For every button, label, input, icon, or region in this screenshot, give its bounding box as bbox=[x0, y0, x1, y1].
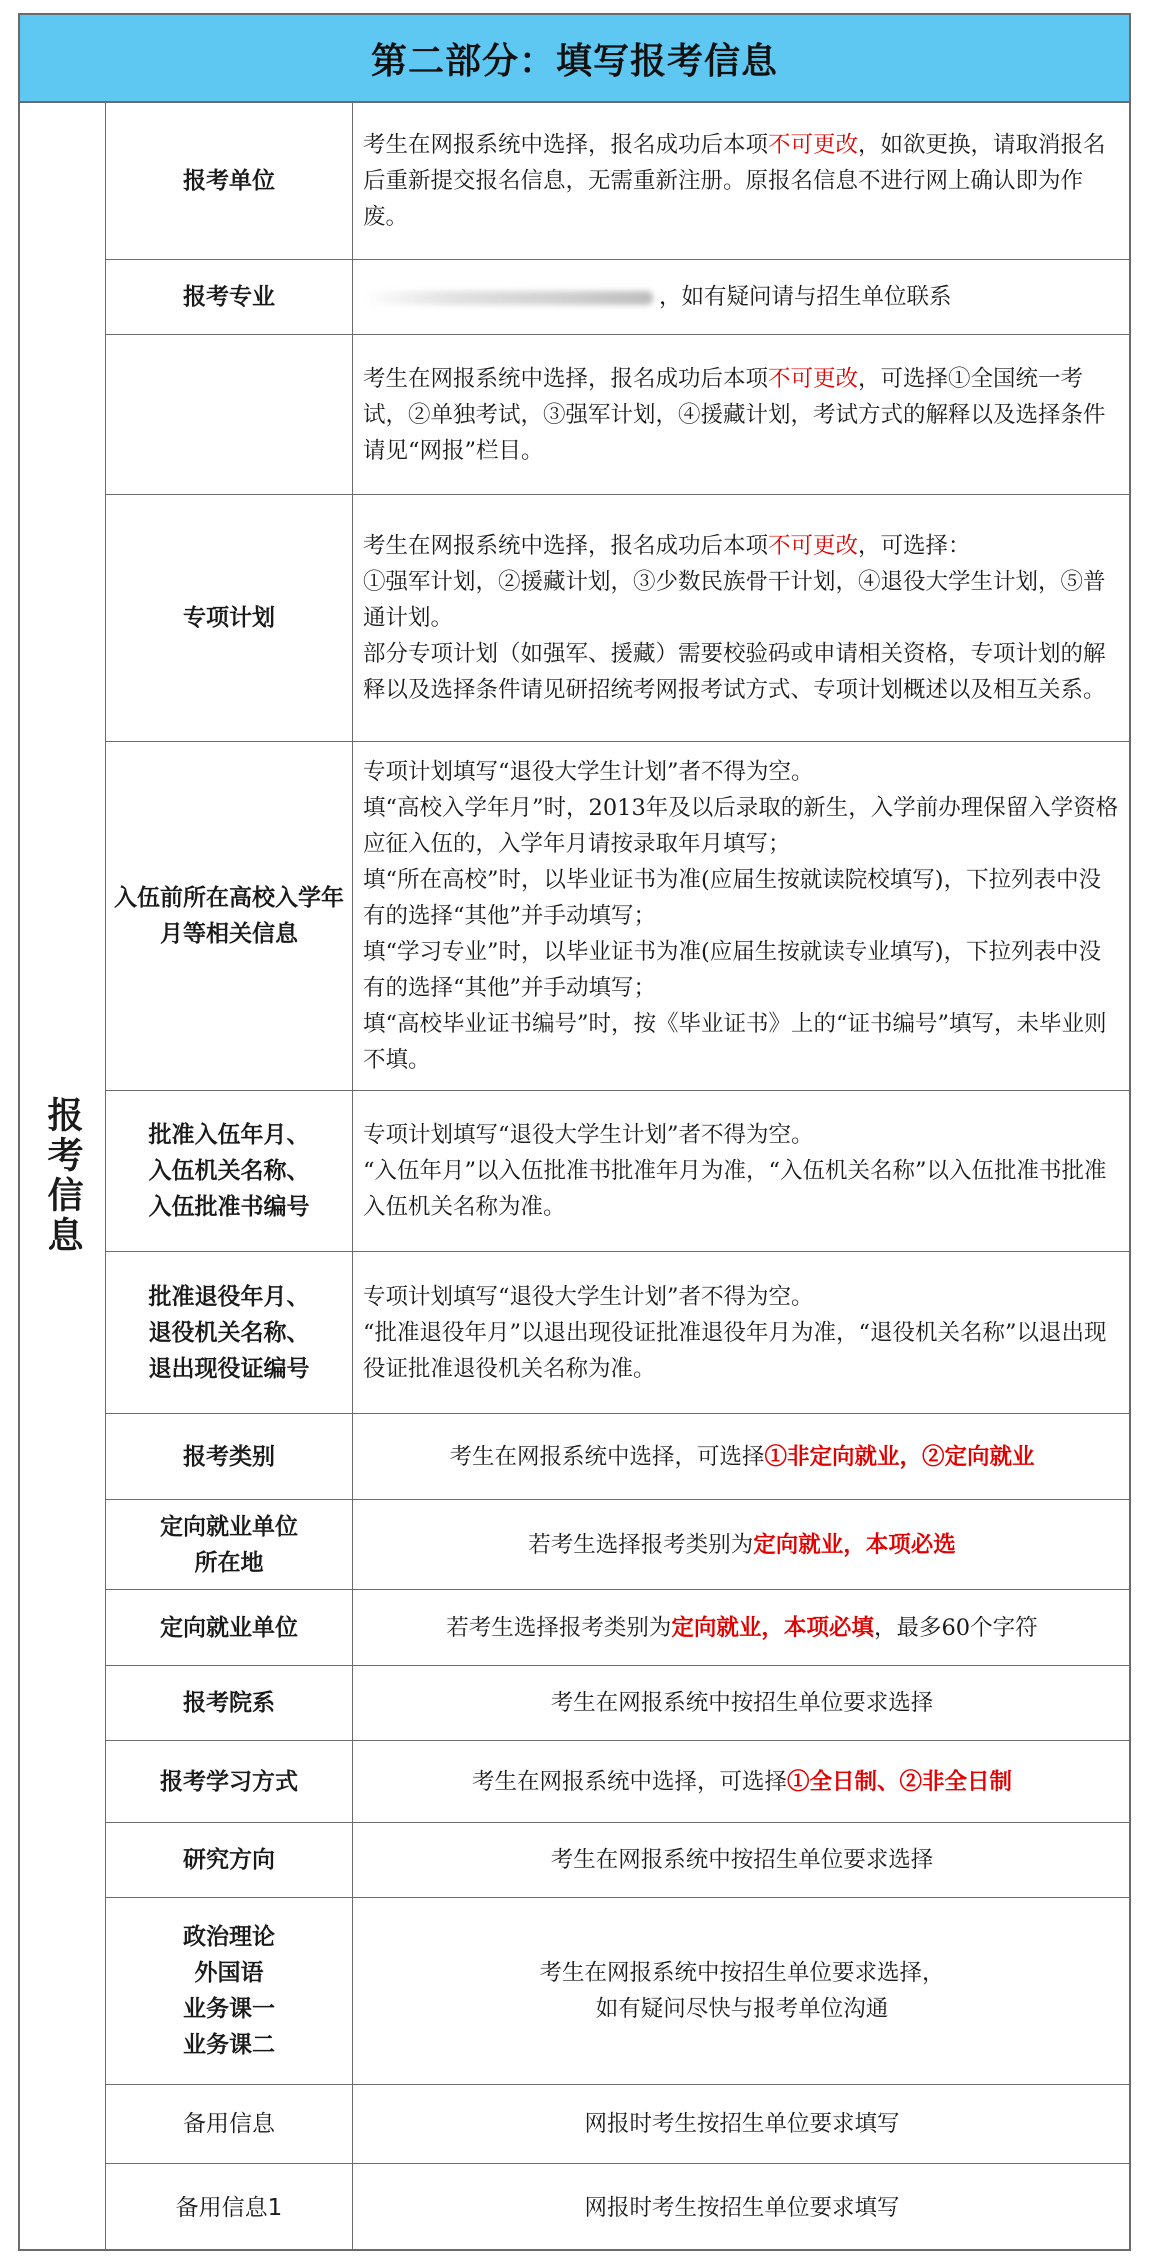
section-title: 第二部分：填写报考信息 bbox=[20, 15, 1129, 103]
row-description bbox=[353, 1500, 1129, 1589]
highlight-text: 定向就业，本项必选 bbox=[753, 1531, 956, 1558]
description-text: 专项计划填写“退役大学生计划”者不得为空。 bbox=[363, 1283, 814, 1310]
description-line bbox=[596, 1991, 889, 2027]
description-line bbox=[363, 1006, 1121, 1078]
table-row bbox=[106, 335, 1129, 495]
description-text: 考生在网报系统中按招生单位要求选择， bbox=[539, 1960, 945, 1986]
description-text: 考生在网报系统中选择，报名成功后本项 bbox=[363, 533, 769, 559]
description-line bbox=[363, 1153, 1121, 1225]
row-label: 报考院系 bbox=[106, 1666, 353, 1740]
row-label: 备用信息 bbox=[106, 2085, 353, 2163]
description-text: 考生在网报系统中选择，可选择 bbox=[471, 1768, 787, 1795]
description-line bbox=[551, 1685, 934, 1721]
description-line bbox=[363, 1279, 1121, 1315]
table-row bbox=[106, 1252, 1129, 1414]
description-text: “入伍年月”以入伍批准书批准年月为准，“入伍机关名称”以入伍批准书批准入伍机关名称为准。 bbox=[363, 1158, 1107, 1220]
description-text: ，可选择： bbox=[858, 533, 971, 559]
row-label: 研究方向 bbox=[106, 1823, 353, 1897]
row-label: 报考专业 bbox=[106, 260, 353, 334]
description-line bbox=[363, 790, 1121, 862]
row-description bbox=[353, 1091, 1129, 1251]
row-description bbox=[353, 1590, 1129, 1665]
row-description bbox=[353, 335, 1129, 494]
highlight-text: 不可更改 bbox=[768, 365, 859, 392]
description-text: 考生在网报系统中按招生单位要求选择 bbox=[550, 1847, 934, 1873]
description-line bbox=[363, 279, 1121, 315]
info-table bbox=[18, 13, 1131, 2251]
row-description bbox=[353, 1666, 1129, 1740]
description-line bbox=[528, 1527, 956, 1563]
description-text: 填“所在高校”时，以毕业证书为准(应届生按就读院校填写)，下拉列表中没有的选择“其他”并手动填写； bbox=[363, 867, 1102, 929]
row-label: 报考学习方式 bbox=[106, 1741, 353, 1822]
row-label: 政治理论 外国语 业务课一 业务课二 bbox=[106, 1898, 353, 2084]
row-description bbox=[353, 742, 1129, 1090]
description-text: ①强军计划，②援藏计划，③少数民族骨干计划，④退役大学生计划，⑤普通计划。 bbox=[363, 569, 1106, 631]
row-description bbox=[353, 2085, 1129, 2163]
description-text: 部分专项计划（如强军、援藏）需要校验码或申请相关资格，专项计划的解释以及选择条件请见研招统考网报考试方式、专项计划概述以及相互关系。 bbox=[363, 641, 1106, 703]
table-row bbox=[106, 1590, 1129, 1666]
description-line bbox=[363, 528, 1121, 564]
description-text: ，最多60个字符 bbox=[873, 1614, 1038, 1641]
description-text: 填“高校入学年月”时，2013年及以后录取的新生，入学前办理保留入学资格应征入伍的，入学年月请按录取年月填写； bbox=[363, 795, 1119, 857]
highlight-text: ①非定向就业，②定向就业 bbox=[764, 1443, 1035, 1470]
table-row bbox=[106, 1414, 1129, 1500]
table-row bbox=[106, 1500, 1129, 1590]
table-row bbox=[106, 103, 1129, 260]
row-label: 专项计划 bbox=[106, 495, 353, 741]
description-text: 考生在网报系统中选择，可选择 bbox=[449, 1443, 765, 1470]
description-line bbox=[363, 361, 1121, 469]
description-line bbox=[584, 2106, 899, 2142]
description-text: 考生在网报系统中按招生单位要求选择 bbox=[550, 1690, 934, 1716]
description-text: ，如有疑问请与招生单位联系 bbox=[659, 284, 952, 310]
description-text: 考生在网报系统中选择，报名成功后本项 bbox=[363, 132, 769, 158]
description-text: ，如欲更换，请取消报名后重新提交报名信息，无需重新注册。原报名信息不进行网上确认即为作废。 bbox=[363, 132, 1106, 230]
row-description bbox=[353, 495, 1129, 741]
description-line bbox=[551, 1842, 934, 1878]
description-line bbox=[363, 754, 1121, 790]
redacted-text bbox=[363, 291, 653, 305]
row-label: 入伍前所在高校入学年月等相关信息 bbox=[106, 742, 353, 1090]
description-line bbox=[363, 862, 1121, 934]
row-label: 报考类别 bbox=[106, 1414, 353, 1499]
description-text: ，可选择①全国统一考试，②单独考试，③强军计划，④援藏计划，考试方式的解释以及选择条件请见“网报”栏目。 bbox=[363, 365, 1106, 464]
description-text: 网报时考生按招生单位要求填写 bbox=[584, 2194, 900, 2221]
row-label: 批准入伍年月、 入伍机关名称、 入伍批准书编号 bbox=[106, 1091, 353, 1251]
description-line bbox=[363, 636, 1121, 708]
description-line bbox=[584, 2190, 899, 2226]
row-label: 定向就业单位 所在地 bbox=[106, 1500, 353, 1589]
description-line bbox=[363, 127, 1121, 235]
table-row bbox=[106, 2085, 1129, 2164]
highlight-text: 定向就业，本项必填 bbox=[671, 1614, 874, 1641]
row-label: 批准退役年月、 退役机关名称、 退出现役证编号 bbox=[106, 1252, 353, 1413]
table-row bbox=[106, 1666, 1129, 1741]
description-text: “批准退役年月”以退出现役证批准退役年月为准，“退役机关名称”以退出现役证批准退役机关名称为准。 bbox=[363, 1319, 1107, 1382]
side-category-cell bbox=[20, 103, 106, 2249]
description-line bbox=[363, 1117, 1121, 1153]
description-line bbox=[363, 934, 1121, 1006]
description-text: 考生在网报系统中选择，报名成功后本项 bbox=[363, 365, 769, 392]
description-text: 填“学习专业”时，以毕业证书为准(应届生按就读专业填写)，下拉列表中没有的选择“其他”并手动填写； bbox=[363, 939, 1102, 1001]
table-row bbox=[106, 742, 1129, 1091]
table-row bbox=[106, 1898, 1129, 2085]
table-row bbox=[106, 2164, 1129, 2251]
row-description bbox=[353, 2164, 1129, 2251]
description-line bbox=[446, 1610, 1037, 1646]
row-label: 定向就业单位 bbox=[106, 1590, 353, 1665]
row-label bbox=[106, 335, 353, 494]
highlight-text: 不可更改 bbox=[768, 533, 859, 559]
row-description bbox=[353, 1252, 1129, 1413]
description-line bbox=[472, 1764, 1012, 1800]
table-row bbox=[106, 260, 1129, 335]
highlight-text: 不可更改 bbox=[768, 132, 859, 158]
row-description bbox=[353, 1823, 1129, 1897]
table-row bbox=[106, 495, 1129, 742]
table-row bbox=[106, 1823, 1129, 1898]
description-line bbox=[363, 564, 1121, 636]
description-text: 网报时考生按招生单位要求填写 bbox=[584, 2111, 900, 2137]
description-text: 如有疑问尽快与报考单位沟通 bbox=[595, 1996, 889, 2022]
row-description bbox=[353, 1414, 1129, 1499]
row-label: 报考单位 bbox=[106, 103, 353, 259]
description-text: 填“高校毕业证书编号”时，按《毕业证书》上的“证书编号”填写，未毕业则不填。 bbox=[363, 1011, 1107, 1073]
row-description bbox=[353, 1898, 1129, 2084]
row-label: 备用信息1 bbox=[106, 2164, 353, 2251]
description-text: 专项计划填写“退役大学生计划”者不得为空。 bbox=[363, 1122, 814, 1148]
side-category-label: 报考信息 bbox=[42, 1096, 83, 1256]
description-text: 专项计划填写“退役大学生计划”者不得为空。 bbox=[363, 759, 814, 785]
description-line bbox=[363, 1315, 1121, 1387]
row-description bbox=[353, 260, 1129, 334]
row-description bbox=[353, 1741, 1129, 1822]
description-text: 若考生选择报考类别为 bbox=[528, 1531, 754, 1558]
row-description bbox=[353, 103, 1129, 259]
table-row bbox=[106, 1741, 1129, 1823]
description-line bbox=[449, 1439, 1034, 1475]
highlight-text: ①全日制、②非全日制 bbox=[787, 1768, 1013, 1795]
description-text: 若考生选择报考类别为 bbox=[446, 1614, 672, 1641]
table-row bbox=[106, 1091, 1129, 1252]
description-line bbox=[539, 1955, 944, 1991]
